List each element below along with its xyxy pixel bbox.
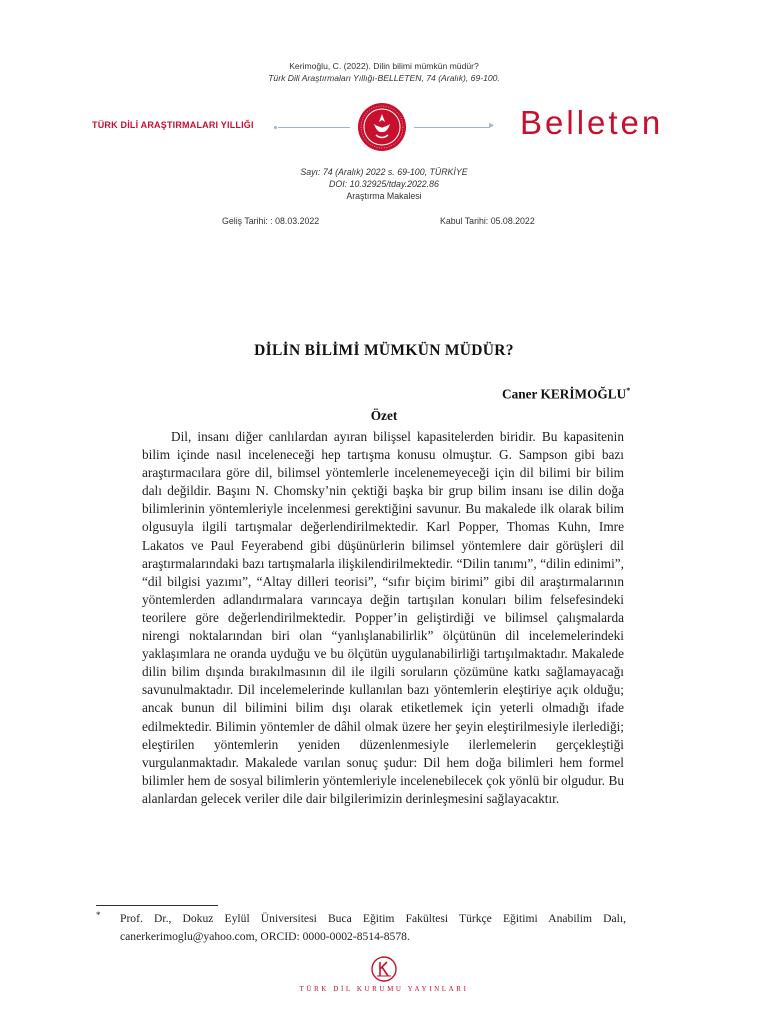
journal-brand: Belleten [520, 104, 664, 141]
rule-right [414, 127, 490, 128]
doi: DOI: 10.32925/tday.2022.86 [329, 179, 439, 189]
tdk-emblem-icon [371, 956, 397, 982]
abstract-heading: Özet [370, 408, 398, 423]
author-name: Caner KERİMOĞLU [502, 386, 627, 402]
issue-info-line: Sayı: 74 (Aralık) 2022 s. 69-100, TÜRKİYE [300, 167, 468, 177]
accepted-date: Kabul Tarihi: 05.08.2022 [440, 216, 535, 226]
citation-line-1: Kerimoğlu, C. (2022). Dilin bilimi mümkün müdür? [289, 61, 479, 71]
citation-line-2: Türk Dili Araştırmaları Yıllığı-BELLETEN, 74 (Aralık), 69-100. [268, 73, 500, 83]
abstract-text: Dil, insanı diğer canlılardan ayıran bilişsel kapasitelerden biridir. Bu kapasitenin bilim içinde nasıl inceleneceği hep tartışma konusu olmuştur. G. Sampson gibi bazı araştırmacılara göre dil, bilimsel yöntemlerle incelenemeyeceği için dil bilimi bir bilim dalı değildir. Başını N. Chomsky’nin çektiği başka bir grup bilim insanı ise dilin doğa bilimlerinin yöntemleriyle incelenmesi gerektiğini savunur. Bu makalede ilk olarak bilim olgusuyla ilgili tartışmalar değerlendirilmektedir. Karl Popper, Thomas Kuhn, Imre Lakatos ve Paul Feyerabend gibi düşünürlerin bilimsel yöntemlere dair görüşleri dil araştırmalarındaki bazı tartışmalarla ilişkilendirilmektedir. “Dilin tanımı”, “dilin edinimi”, “dil bilgisi yazımı”, “Altay dilleri teorisi”, “sıfır biçim birimi” gibi dil araştırmalarının yöntemlerden adlandırmalara varıncaya değin tartışılan konuları bilim felsefesindeki teorilere göre değerlendirilmektedir. Popper’in geliştirdiği ve bilimsel çalışmalarda nirengi noktalarından biri olan “yanlışlanabilirlik” ölçütünün dil incelemelerindeki yaklaşımlara ne oranda uyduğu ve bu ölçütün uygulanabilirliği tartışılmaktadır. Makalede dilin bilim dışında bırakılmasının dil ile ilgili soruların çözümüne katkı sağlamayacağı savunulmaktadır. Dil incelemelerinde kullanılan bazı yöntemlerin eleştiriye açık olduğu; ancak bunun dil bilimini bilim dışı olarak etiketlemek için yeterli olmadığı ifade edilmektedir. Bilimin yöntemler de dâhil olmak üzere her şeyin eleştirilmesiyle ilerlediği; eleştirilen yöntemlerin yeniden düzenlenmesiyle ilerlemelerin gerçekleştiği vurgulanmaktadır. Makalede varılan sonuç şudur: Dil hem doğa bilimleri hem formel bilimler hem de sosyal bilimlerin yöntemleriyle incelenebilecek çok yönlü bir olgudur. Bu alanlardan gelecek veriler dile dair bilgilerimizin derinleşmesini sağlayacaktır. [142, 429, 624, 806]
footnote-text: Prof. Dr., Dokuz Eylül Üniversitesi Buca Eğitim Fakültesi Türkçe Eğitimi Anabilim Dalı, canerkerimoglu@yahoo.com, ORCID: 0000-0002-8514-8578. [120, 912, 626, 943]
rule-left-dot [274, 126, 277, 129]
footnote-mark: * [96, 910, 101, 920]
journal-name: TÜRK DİLİ ARAŞTIRMALARI YILLIĞI [92, 120, 254, 130]
footnote [96, 910, 626, 945]
rule-left [278, 127, 350, 128]
abstract [142, 428, 624, 808]
article-title: DİLİN BİLİMİ MÜMKÜN MÜDÜR? [254, 342, 514, 359]
citation [0, 60, 768, 84]
article-type: Araştırma Makalesi [346, 191, 422, 201]
rule-right-arrow-icon: ▸ [489, 120, 495, 131]
publisher-name: TÜRK DİL KURUMU YAYINLARI [299, 985, 469, 993]
received-date: Geliş Tarihi: : 08.03.2022 [222, 216, 320, 226]
author-footnote-mark: * [626, 386, 631, 395]
footnote-divider [96, 905, 218, 906]
author [502, 386, 630, 402]
tdk-seal-icon [357, 102, 407, 152]
